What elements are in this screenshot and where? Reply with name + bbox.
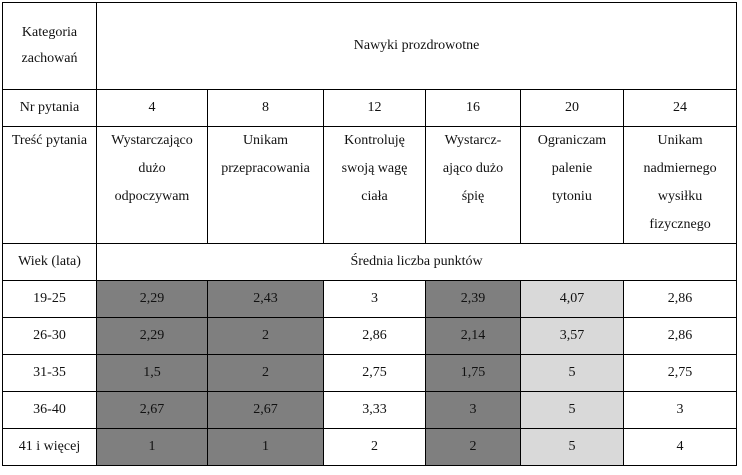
score-cell: 3,57 <box>521 318 624 355</box>
category-label: Kategoria zachowań <box>3 3 97 90</box>
score-cell: 2,39 <box>426 281 521 318</box>
score-cell: 2 <box>208 355 324 392</box>
question-number-cell: 20 <box>521 90 624 127</box>
score-cell: 4 <box>624 429 737 466</box>
question-number-cell: 12 <box>324 90 426 127</box>
table-row <box>3 429 737 466</box>
table-row <box>3 355 737 392</box>
question-text-cell: Kontroluję swoją wagę ciała <box>324 127 426 244</box>
score-cell: 2,67 <box>208 392 324 429</box>
question-number-cell: 4 <box>97 90 208 127</box>
score-cell: 3 <box>324 281 426 318</box>
score-cell: 1,75 <box>426 355 521 392</box>
score-cell: 1 <box>97 429 208 466</box>
score-cell: 2,14 <box>426 318 521 355</box>
question-text-cell: Wystarcz- ająco dużo śpię <box>426 127 521 244</box>
score-cell: 5 <box>521 392 624 429</box>
survey-table <box>2 2 737 466</box>
score-cell: 2,29 <box>97 281 208 318</box>
question-number-cell: 8 <box>208 90 324 127</box>
table-row <box>3 392 737 429</box>
score-cell: 2,86 <box>324 318 426 355</box>
score-cell: 1 <box>208 429 324 466</box>
table-row <box>3 318 737 355</box>
score-cell: 2 <box>208 318 324 355</box>
question-text-label: Treść pytania <box>3 127 97 244</box>
age-cell: 41 i więcej <box>3 429 97 466</box>
average-points-label: Średnia liczba punktów <box>97 244 737 281</box>
score-cell: 5 <box>521 429 624 466</box>
question-text-cell: Unikam przepracowania <box>208 127 324 244</box>
score-cell: 2,75 <box>624 355 737 392</box>
score-cell: 2,43 <box>208 281 324 318</box>
age-cell: 19-25 <box>3 281 97 318</box>
age-cell: 36-40 <box>3 392 97 429</box>
question-number-cell: 16 <box>426 90 521 127</box>
score-cell: 4,07 <box>521 281 624 318</box>
score-cell: 2,75 <box>324 355 426 392</box>
score-cell: 2,67 <box>97 392 208 429</box>
age-label: Wiek (lata) <box>3 244 97 281</box>
question-text-cell: Unikam nadmiernego wysiłku fizycznego <box>624 127 737 244</box>
score-cell: 2,86 <box>624 318 737 355</box>
score-cell: 3,33 <box>324 392 426 429</box>
question-number-label: Nr pytania <box>3 90 97 127</box>
score-cell: 2,86 <box>624 281 737 318</box>
score-cell: 1,5 <box>97 355 208 392</box>
table-row <box>3 281 737 318</box>
score-cell: 2 <box>426 429 521 466</box>
age-cell: 31-35 <box>3 355 97 392</box>
question-text-cell: Ograniczam palenie tytoniu <box>521 127 624 244</box>
score-cell: 5 <box>521 355 624 392</box>
category-value: Nawyki prozdrowotne <box>97 3 737 90</box>
score-cell: 2,29 <box>97 318 208 355</box>
score-cell: 3 <box>624 392 737 429</box>
score-cell: 2 <box>324 429 426 466</box>
score-cell: 3 <box>426 392 521 429</box>
question-number-cell: 24 <box>624 90 737 127</box>
age-cell: 26-30 <box>3 318 97 355</box>
question-text-cell: Wystarczająco dużo odpoczywam <box>97 127 208 244</box>
